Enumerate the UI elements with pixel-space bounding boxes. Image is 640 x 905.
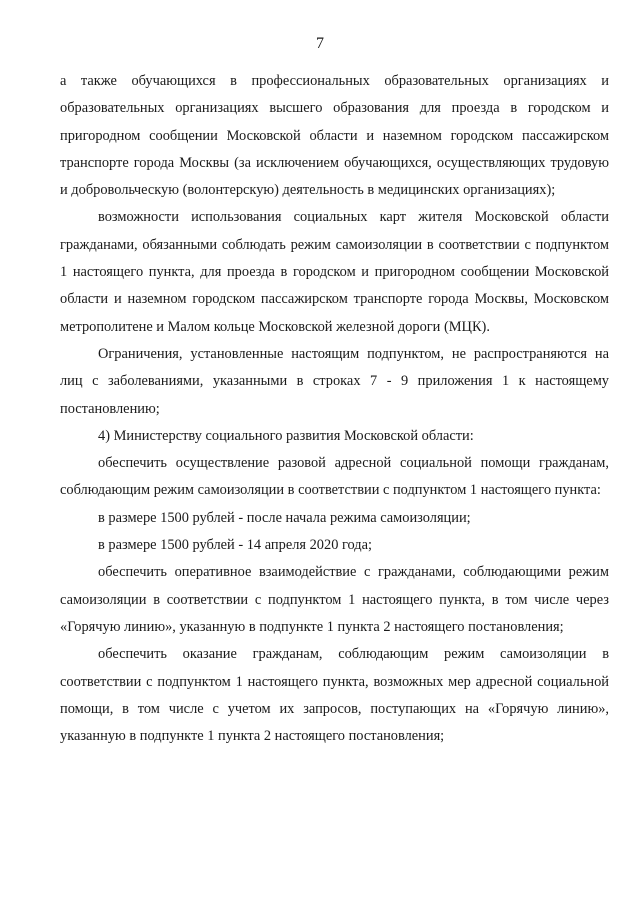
paragraph-social-cards: возможности использования социальных карт жителя Московской области гражданами, обязанными соблюдать режим самоизоляции в соответствии с подпунктом 1 настоящего пункта, для проезда в городском и пригородном сообщении Московской области и наземном городском пассажирском транспорте города Москвы, Московском метрополитене и Малом кольце Московской железной дороги (МЦК). — [60, 209, 609, 335]
paragraph-aid-amount-second: в размере 1500 рублей - 14 апреля 2020 года; — [98, 537, 373, 554]
paragraph-targeted-assistance: обеспечить оказание гражданам, соблюдающим режим самоизоляции в соответствии с подпунктом 1 настоящего пункта, возможных мер адресной социальной помощи, в том числе с учетом их запросов, поступающих на «Горячую линию», указанную в подпункте 1 пункта 2 настоящего постановления; — [60, 646, 609, 745]
paragraph-one-time-aid: обеспечить осуществление разовой адресной социальной помощи гражданам, соблюдающим режим самоизоляции в соответствии с подпунктом 1 настоящего пункта: — [60, 455, 609, 499]
page-number: 7 — [316, 35, 324, 52]
paragraph-ministry-heading: 4) Министерству социального развития Московской области: — [98, 427, 474, 444]
document-body — [60, 68, 609, 750]
paragraph-aid-amount-first: в размере 1500 рублей - после начала режима самоизоляции; — [98, 509, 471, 526]
paragraph-continuation: а также обучающихся в профессиональных образовательных организациях и образовательных организациях высшего образования для проезда в городском и пригородном сообщении Московской области и наземном городском пассажирском транспорте города Москвы (за исключением обучающихся, осуществляющих трудовую и добровольческую (волонтерскую) деятельность в медицинских организациях); — [60, 73, 609, 199]
paragraph-restrictions-exemption: Ограничения, установленные настоящим подпунктом, не распространяются на лиц с заболеваниями, указанными в строках 7 - 9 приложения 1 к настоящему постановлению; — [60, 345, 609, 417]
paragraph-hotline-interaction: обеспечить оперативное взаимодействие с гражданами, соблюдающими режим самоизоляции в соответствии с подпунктом 1 настоящего пункта, в том числе через «Горячую линию», указанную в подпункте 1 пункта 2 настоящего постановления; — [60, 564, 609, 635]
